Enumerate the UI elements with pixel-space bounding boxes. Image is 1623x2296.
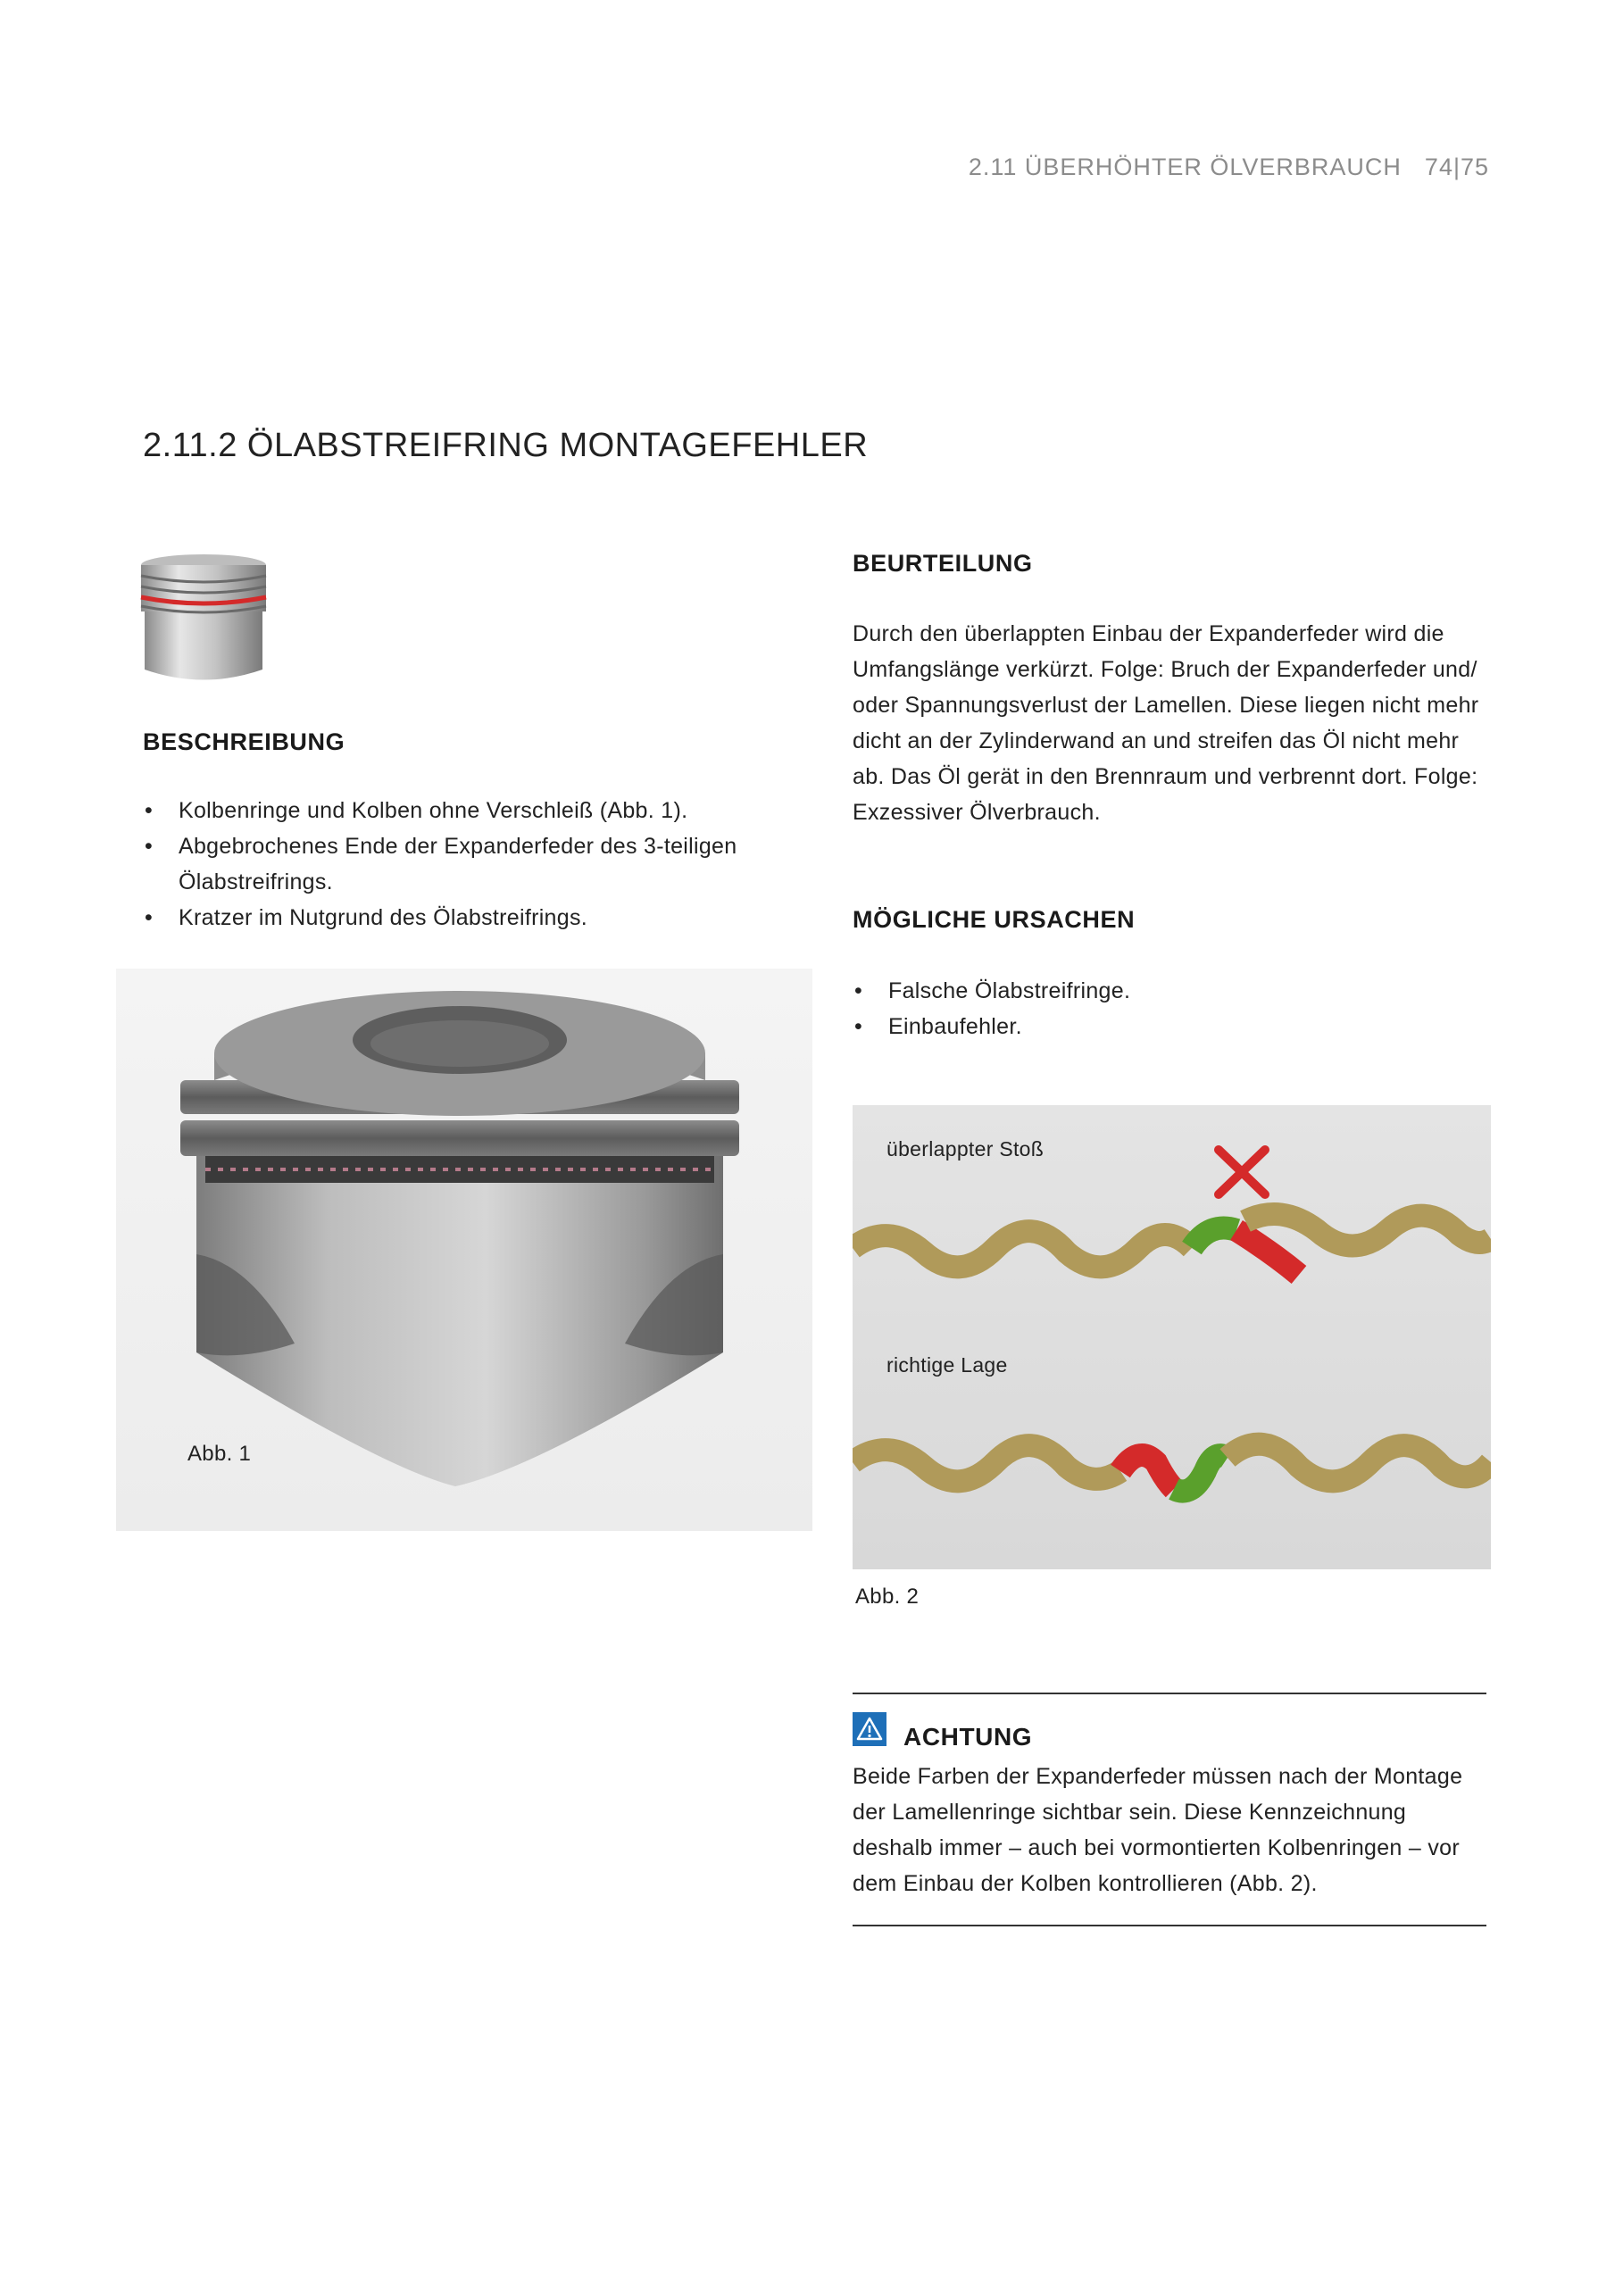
spring-correct [853,1444,1491,1492]
figure-2-caption: Abb. 2 [855,1585,920,1609]
beurteilung-heading: BEURTEILUNG [853,550,1033,577]
figure-1-caption: Abb. 1 [187,1442,252,1466]
list-item: • Kolbenringe und Kolben ohne Verschleiß (Abb. 1). [143,793,786,828]
beschreibung-list [143,793,786,936]
spring-drawing [853,1105,1491,1569]
running-header [969,154,1489,181]
ursachen-heading: MÖGLICHE URSACHEN [853,906,1136,933]
label-overlapped: überlappter Stoß [886,1137,1045,1160]
list-item: • Abgebrochenes Ende der Expanderfeder des 3-teiligen Ölabstreifrings. [143,828,786,900]
warning-title: ACHTUNG [903,1723,1033,1751]
warning-text: Beide Farben der Expanderfeder müssen nach der Montage der Lamellenringe sichtbar sein. Diese Kennzeichnung deshalb immer – auch bei vormontierten Kolbenringen – vor dem Einbau der Kolben kontrollieren (Abb. 2). [853,1764,1463,1896]
beschreibung-heading: BESCHREIBUNG [143,728,345,755]
warning-rule-bottom [853,1925,1486,1926]
ursachen-list [853,973,1477,1044]
list-item: • Einbaufehler. [853,1009,1477,1044]
warning-triangle-icon [853,1712,886,1746]
running-header-section: 2.11 ÜBERHÖHTER ÖLVERBRAUCH [968,154,1402,180]
list-item: • Kratzer im Nutgrund des Ölabstreifrings. [143,900,786,936]
figure-2-illustration [853,1105,1491,1569]
spring-overlapped [853,1214,1491,1275]
label-correct: richtige Lage [886,1353,1008,1377]
list-item: • Falsche Ölabstreifringe. [853,973,1477,1009]
warning-rule-top [853,1693,1486,1694]
cross-icon [1219,1150,1265,1194]
page-numbers: 74|75 [1424,154,1489,180]
beurteilung-text: Durch den überlappten Einbau der Expanderfeder wird die Umfangslänge verkürzt. Folge: Bruch der Expanderfeder und/ oder Spannungsverlust der Lamellen. Diese liegen nicht mehr dicht an der Zylinderwand an und streifen das Öl nicht mehr ab. Das Öl gerät in den Brennraum und verbrennt dort. Folge: Exzessiver Ölverbrauch. [853,621,1479,825]
section-title: 2.11.2 ÖLABSTREIFRING MONTAGEFEHLER [143,427,869,464]
piston-icon [132,549,279,692]
